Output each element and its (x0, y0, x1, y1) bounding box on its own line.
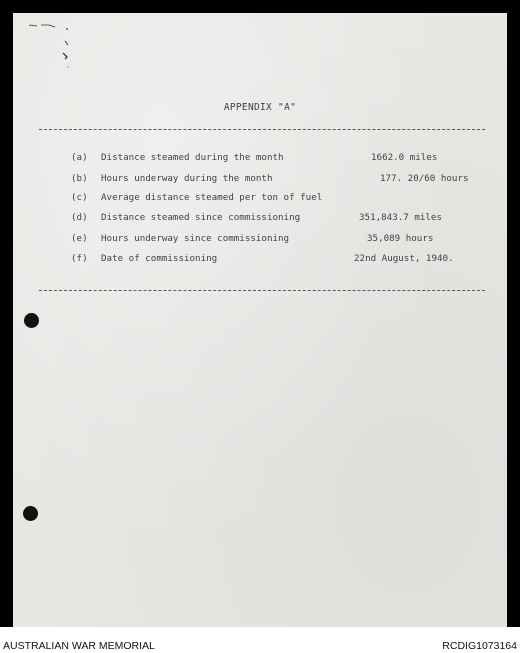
item-description: Hours underway during the month (101, 173, 273, 184)
list-item (13, 173, 507, 187)
pencil-marks (27, 23, 77, 73)
list-item (13, 253, 507, 267)
item-letter: (c) (71, 192, 88, 203)
footer-bar (0, 627, 520, 653)
item-description: Hours underway since commissioning (101, 233, 290, 244)
item-letter: (a) (71, 152, 88, 163)
item-description: Distance steamed during the month (101, 152, 284, 163)
item-letter: (e) (71, 233, 88, 244)
item-value: 177. 20/60 hours (380, 173, 469, 184)
top-divider (39, 129, 485, 130)
appendix-title: APPENDIX "A" (223, 102, 297, 113)
footer-source-label: AUSTRALIAN WAR MEMORIAL (3, 640, 155, 652)
footer-record-id: RCDIG1073164 (442, 640, 517, 652)
list-item (13, 152, 507, 166)
item-value: 1662.0 miles (371, 152, 438, 163)
list-item (13, 233, 507, 247)
punch-hole (24, 313, 39, 328)
punch-hole (23, 506, 38, 521)
item-description: Date of commissioning (101, 253, 218, 264)
bottom-divider (39, 290, 485, 291)
item-value: 351,843.7 miles (359, 212, 442, 223)
item-description: Average distance steamed per ton of fuel (101, 192, 323, 203)
list-item (13, 212, 507, 226)
item-description: Distance steamed since commissioning (101, 212, 301, 223)
list-item (13, 192, 507, 206)
item-letter: (f) (71, 253, 88, 264)
item-letter: (b) (71, 173, 88, 184)
item-value: 22nd August, 1940. (354, 253, 454, 264)
item-value: 35,089 hours (367, 233, 434, 244)
item-letter: (d) (71, 212, 88, 223)
document-page (13, 13, 507, 627)
